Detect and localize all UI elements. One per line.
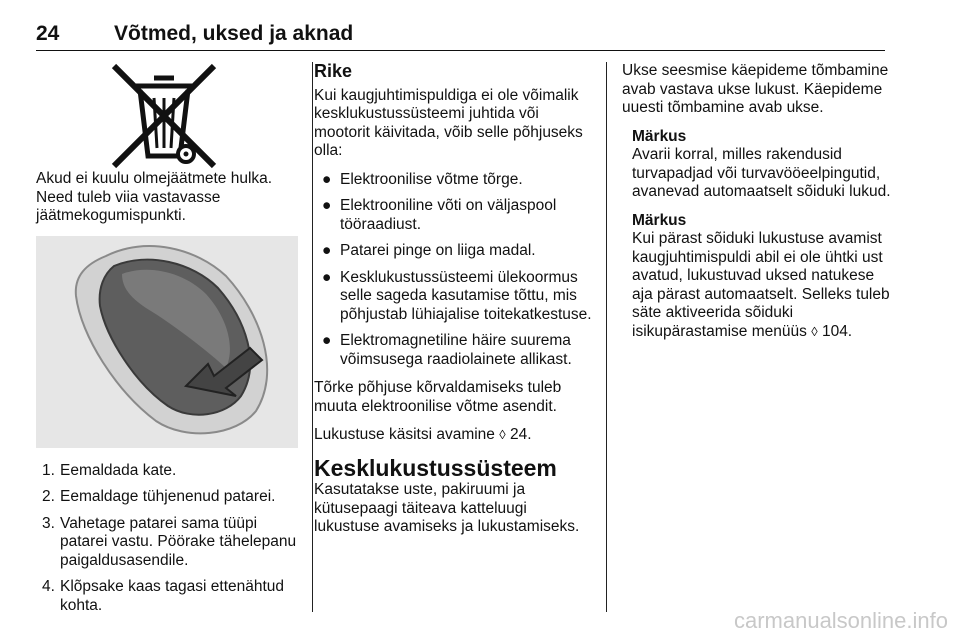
page-header	[36, 22, 885, 51]
central-locking-text: Kasutatakse uste, pakiruumi ja kütusepaagi täiteava katteluugi lukustuse avamiseks ja lukustamiseks.	[314, 481, 580, 535]
fault-causes-list	[314, 171, 596, 370]
column-middle	[314, 62, 596, 547]
fault-intro: Kui kaugjuhtimispuldiga ei ole võimalik kesklukustussüsteemi juhtida või mootorit käivitada, võib selle põhjuseks olla:	[314, 86, 583, 159]
disposal-text: Akud ei kuulu olmejäätmete hulka. Need tuleb viia vastavasse jäätmekogumispunkti.	[36, 170, 273, 224]
door-handle-text: Ukse seesmise käepideme tõmbamine avab vastava ukse lukust. Käepideme uuesti tõmbamine avab ukse.	[622, 62, 889, 116]
section-heading-fault: Rike	[314, 61, 353, 81]
fix-text: Tõrke põhjuse kõrvaldamiseks tuleb muuta elektroonilise võtme asendit.	[314, 379, 562, 415]
list-item: ● Elektroonilise võtme tõrge.	[322, 170, 523, 188]
list-item: 4. Klõpsake kaas tagasi ettenähtud kohta.	[42, 578, 285, 614]
list-item: 3. Vahetage patarei sama tüüpi patarei vastu. Pöörake tähelepanu paigaldusasendile.	[42, 514, 297, 569]
crossed-out-bin-icon	[36, 62, 298, 170]
manual-lock-text: Lukustuse käsitsi avamine ◊ 24.	[314, 426, 532, 443]
list-item: ● Patarei pinge on liiga madal.	[322, 242, 536, 259]
list-item: 2. Eemaldage tühjenenud patarei.	[42, 488, 276, 505]
note-block	[632, 212, 892, 342]
cross-reference-icon: ◊	[499, 427, 506, 442]
note-text: Kui pärast sõiduki lukustuse avamist kaugjuhtimispuldi abil ei ole ühtki ust avatud, lukustuvad uksed natukese aja pärast automaatselt. Selleks tuleb säte aktiveerida sõiduki isikupärastamise menüüs ◊ 104.	[632, 230, 890, 340]
page-title: Võtmed, uksed ja aknad	[114, 22, 354, 45]
list-item: 1. Eemaldada kate.	[42, 461, 177, 479]
page-number: 24	[36, 22, 60, 45]
column-divider	[312, 62, 313, 612]
section-heading-central-locking: Kesklukustussüsteem	[314, 454, 557, 481]
column-right	[622, 62, 892, 351]
list-item: ● Kesklukustussüsteemi ülekoormus selle sageda kasutamise tõttu, mis põhjustab lühiajalise toitekatkestuse.	[322, 268, 592, 323]
note-block	[632, 128, 892, 202]
replacement-steps	[36, 462, 298, 616]
list-item: ● Elektromagnetiline häire suurema võimsusega raadiolainete allikast.	[322, 332, 572, 368]
note-label: Märkus	[632, 127, 687, 145]
watermark: carmanualsonline.info	[733, 608, 948, 633]
note-text: Avarii korral, milles rakendusid turvapadjad või turvavööeelpingutid, avanevad automaatselt sõiduki lukud.	[632, 146, 891, 200]
list-item: ● Elektrooniline võti on väljaspool tööraadiust.	[322, 197, 557, 233]
column-divider	[606, 62, 607, 612]
note-label: Märkus	[632, 211, 687, 229]
electronic-key-image	[36, 236, 298, 448]
cross-reference-icon: ◊	[811, 323, 818, 339]
column-left	[36, 62, 298, 623]
